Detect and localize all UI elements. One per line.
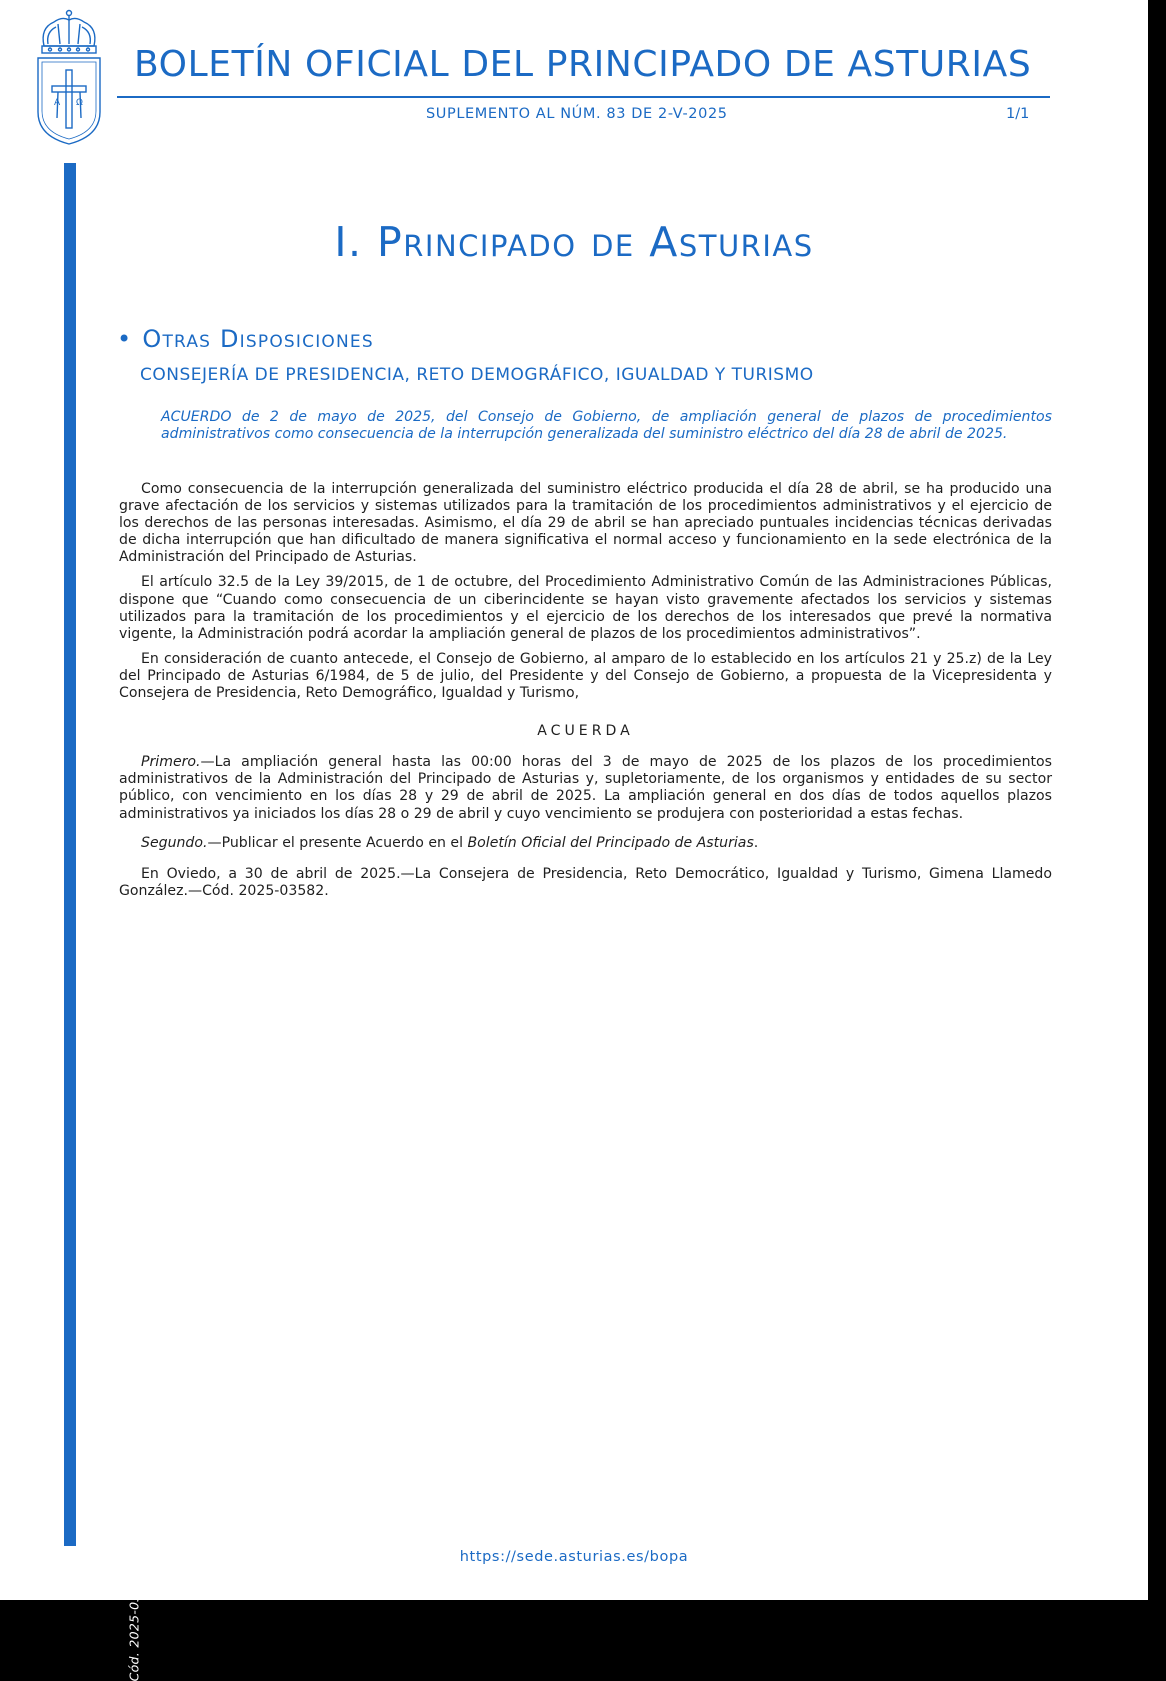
document-body — [119, 481, 1052, 908]
resolution-first-text: —La ampliación general hasta las 00:00 horas del 3 de mayo de 2025 de los plazos de los procedimientos administrativos de la Administración del Principado de Asturias y, supletoriamente, de los organismos y entidades de su sector público, con vencimiento en los días 28 y 29 de abril de 2025. La ampliación general en dos días de todos aquellos plazos administrativos ya iniciados los días 28 o 29 de abril y cuyo vencimiento se produjera con posterioridad a estas fechas. — [119, 754, 1052, 822]
bulletin-masthead: BOLETÍN OFICIAL DEL PRINCIPADO DE ASTURIAS — [134, 44, 1032, 85]
body-paragraph: En consideración de cuanto antecede, el Consejo de Gobierno, al amparo de lo establecido en los artículos 21 y 25.z) de la Ley del Principado de Asturias 6/1984, de 5 de julio, del Presidente y del Consejo de Gobierno, a propuesta de la Vicepresidenta y Consejera de Presidencia, Reto Demográfico, Igualdad y Turismo, — [119, 650, 1052, 702]
resolution-second — [119, 835, 1052, 852]
svg-text:Ω: Ω — [76, 98, 83, 108]
resolution-second-label: Segundo. — [141, 834, 208, 851]
agreement-heading: ACUERDA — [537, 723, 634, 740]
subsection-label: Otras Disposiciones — [142, 325, 374, 353]
resolution-first-label: Primero. — [141, 754, 201, 771]
resolution-second-end: . — [753, 834, 759, 851]
resolution-second-text: —Publicar el presente Acuerdo en el — [207, 834, 468, 851]
document-code: Cód. 2025-03582 — [126, 1568, 142, 1681]
coat-of-arms-icon — [34, 8, 104, 148]
subsection-heading — [117, 325, 374, 353]
bulletin-reference: Boletín Oficial del Principado de Asturias — [467, 834, 754, 851]
signature-line: En Oviedo, a 30 de abril de 2025.—La Consejera de Presidencia, Reto Democrático, Igualdad y Turismo, Gimena Llamedo González.—Cód. 2025-03582. — [119, 865, 1052, 899]
document-code-sidebar — [64, 163, 142, 1681]
supplement-number: SUPLEMENTO AL NÚM. 83 DE 2-V-2025 — [426, 106, 728, 122]
body-paragraph: Como consecuencia de la interrupción generalizada del suministro eléctrico producida el día 28 de abril, se ha producido una grave afectación de los servicios y sistemas utilizados para la tramitación de los procedimientos administrativos y el ejercicio de los derechos de las personas interesadas. Asimismo, el día 29 de abril se han apreciado puntuales incidencias técnicas derivadas de dicha interrupción que han dificultado de manera significativa el normal acceso y funcionamiento en la sede electrónica de la Administración del Principado de Asturias. — [119, 481, 1052, 566]
bullet-icon: • — [117, 325, 133, 353]
screen-edge — [1148, 0, 1166, 1600]
section-title: I. Principado de Asturias — [334, 218, 814, 266]
ministry-name: CONSEJERÍA DE PRESIDENCIA, RETO DEMOGRÁFICO, IGUALDAD Y TURISMO — [140, 365, 814, 385]
body-paragraph: El artículo 32.5 de la Ley 39/2015, de 1 de octubre, del Procedimiento Administrativo Común de las Administraciones Públicas, dispone que “Cuando como consecuencia de un ciberincidente se hayan visto gravemente afectados los servicios y sistemas utilizados para la tramitación de los procedimientos y el ejercicio de los derechos de los interesados que prevé la normativa vigente, la Administración podrá acordar la ampliación general de plazos de los procedimientos administrativos”. — [119, 574, 1052, 642]
page-number: 1/1 — [1006, 106, 1030, 122]
svg-text:A: A — [54, 98, 61, 108]
footer-link[interactable]: https://sede.asturias.es/bopa — [459, 1549, 689, 1565]
resolution-first — [119, 754, 1052, 822]
agreement-summary: ACUERDO de 2 de mayo de 2025, del Consejo de Gobierno, de ampliación general de plazos de procedimientos administrativos como consecuencia de la interrupción generalizada del suministro eléctrico del día 28 de abril de 2025. — [161, 409, 1052, 442]
header-divider — [117, 96, 1050, 98]
